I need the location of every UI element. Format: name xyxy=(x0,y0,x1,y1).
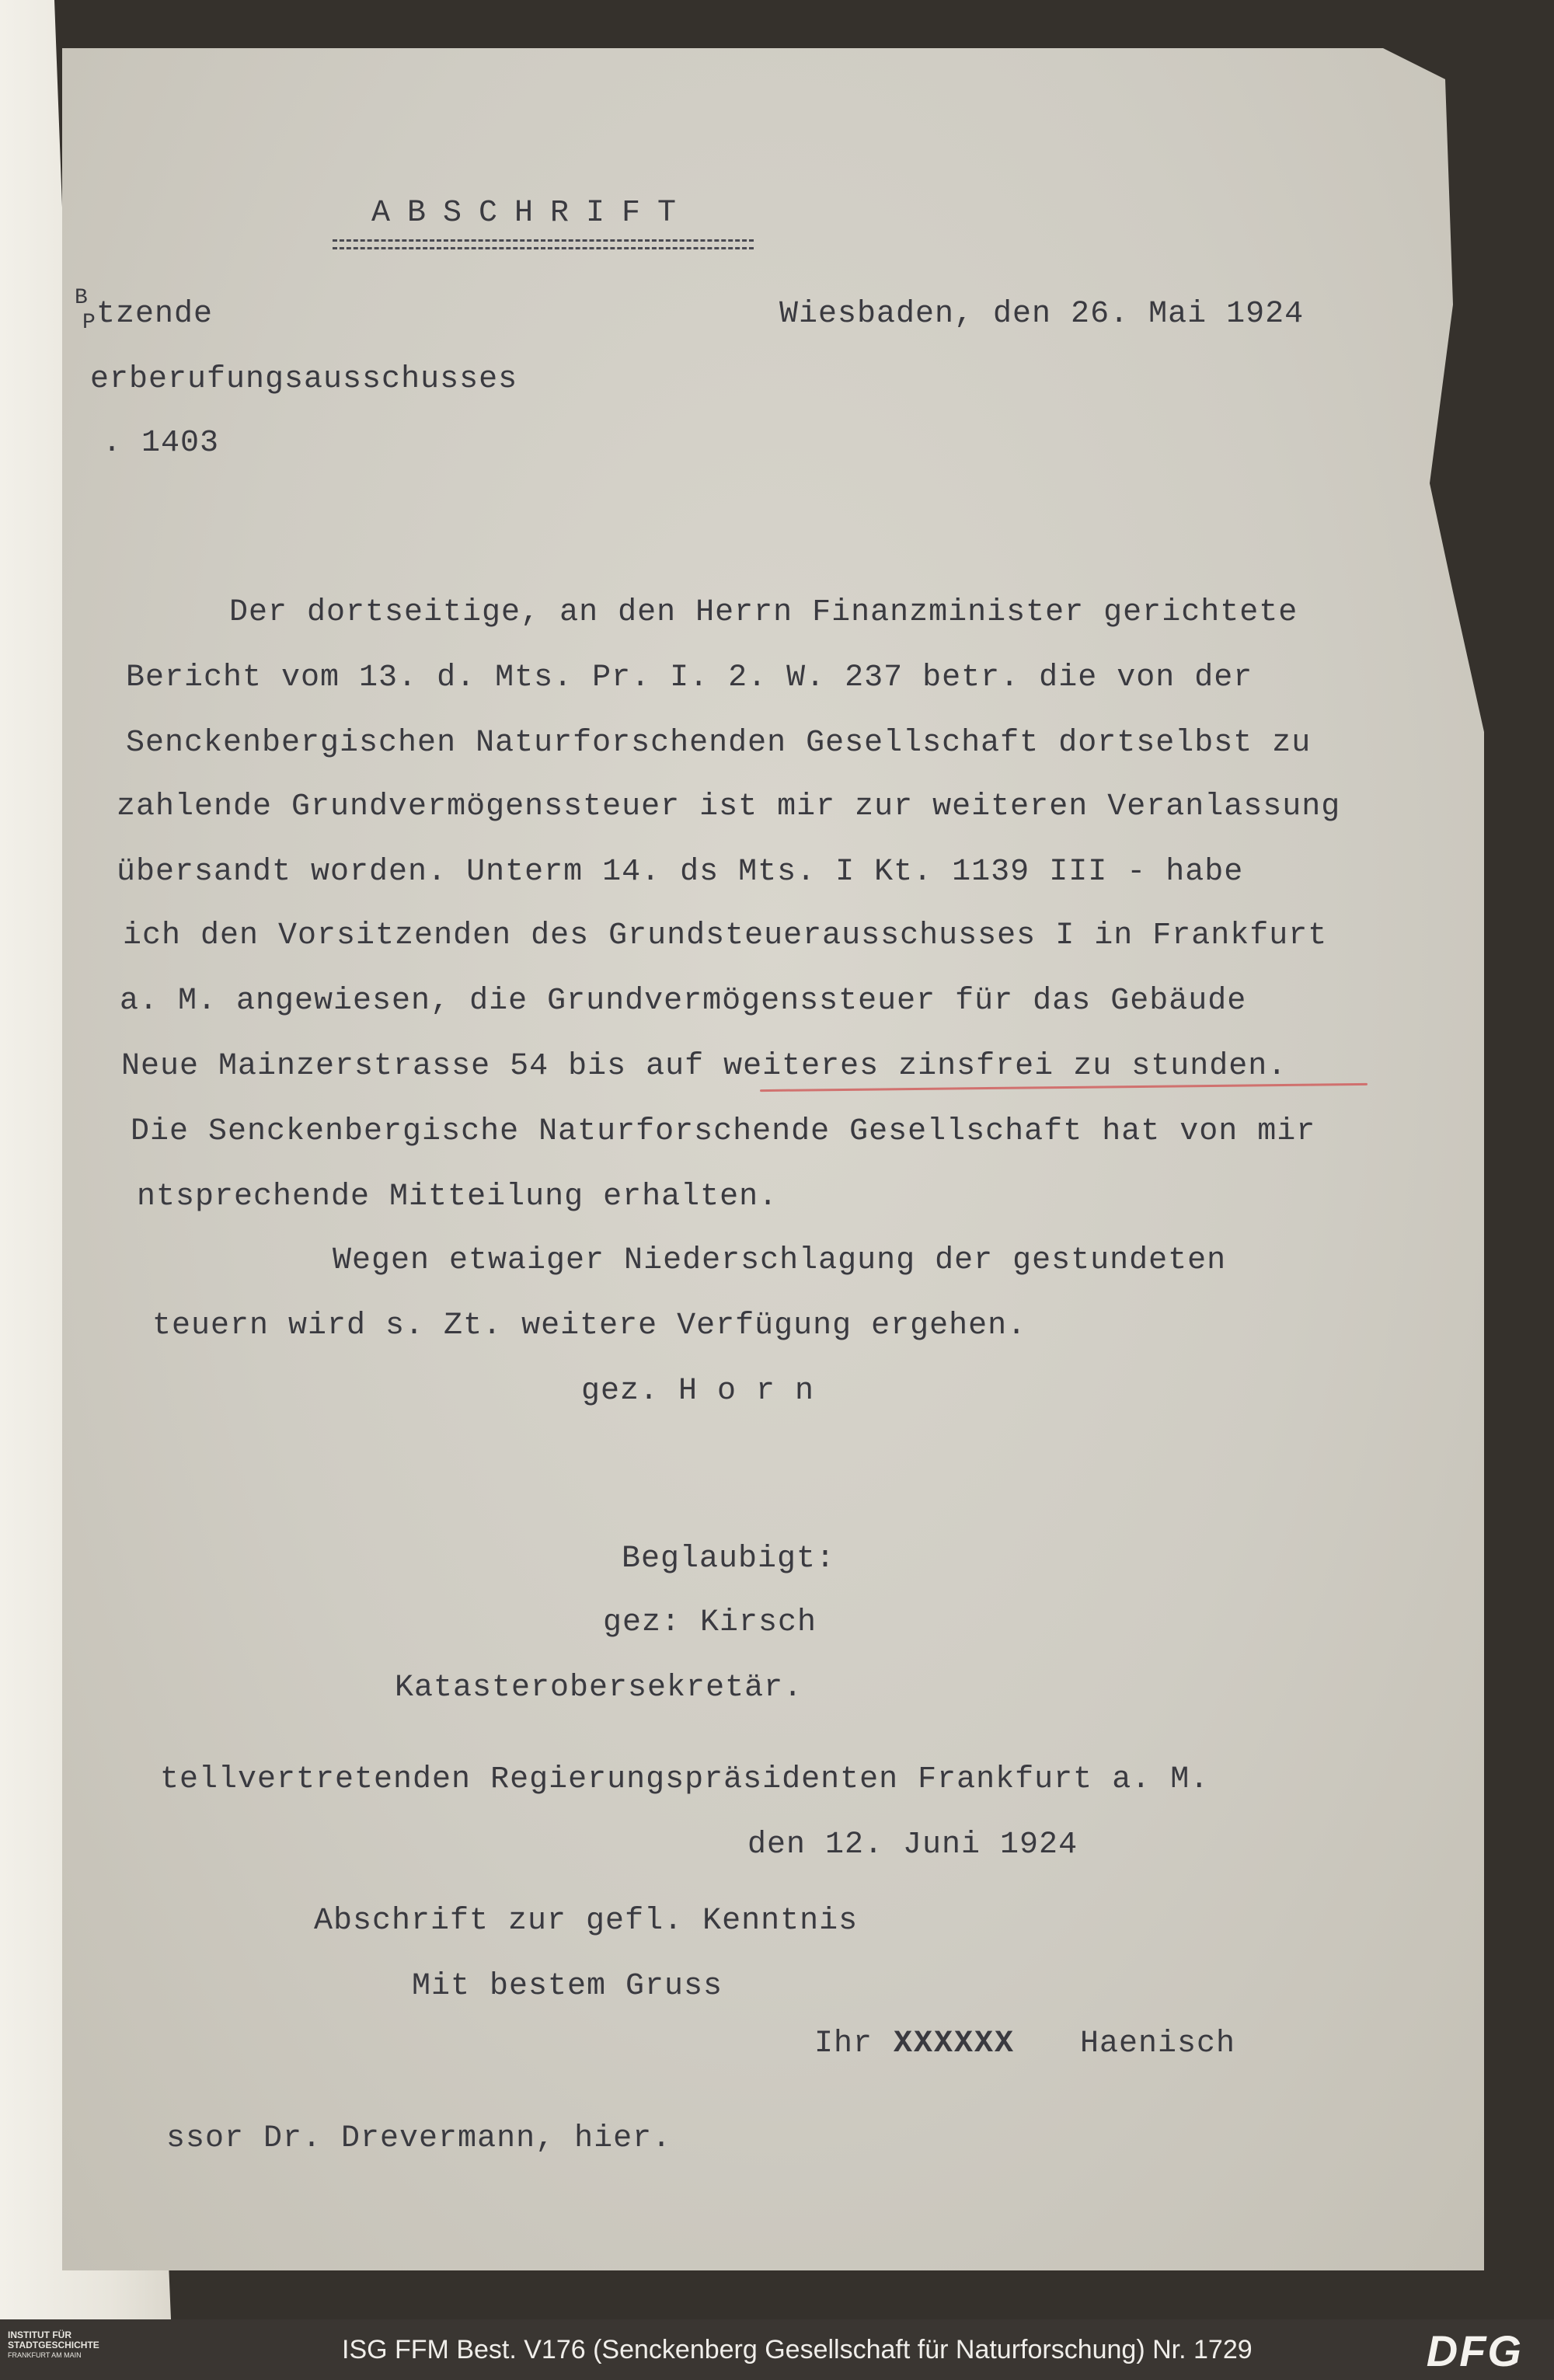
sender-line-3: . 1403 xyxy=(103,426,220,461)
greeting: Mit bestem Gruss xyxy=(412,1969,723,2004)
institute-logo xyxy=(8,2330,99,2361)
second-date: den 12. Juni 1924 xyxy=(747,1828,1078,1863)
body-line-12: teuern wird s. Zt. weitere Verfügung ergehen. xyxy=(152,1308,1027,1343)
closing-prefix: Ihr xyxy=(814,2026,873,2061)
sender-line-1: tzende xyxy=(96,297,214,332)
institute-line-1: INSTITUT FÜR xyxy=(8,2329,71,2340)
closing-struck-text: XXXXXX xyxy=(894,2026,1016,2061)
margin-fragment-2: P xyxy=(82,311,96,335)
certified-label: Beglaubigt: xyxy=(622,1542,836,1577)
archive-footer-bar xyxy=(0,2319,1554,2380)
place-date: Wiesbaden, den 26. Mai 1924 xyxy=(779,297,1305,332)
body-line-7: a. M. angewiesen, die Grundvermögenssteuer für das Gebäude xyxy=(120,984,1247,1019)
certified-title: Katasterobersekretär. xyxy=(395,1671,803,1706)
addressee: ssor Dr. Drevermann, hier. xyxy=(166,2121,672,2156)
archive-caption: ISG FFM Best. V176 (Senckenberg Gesellschaft für Naturforschung) Nr. 1729 xyxy=(342,2335,1253,2364)
body-line-5: übersandt worden. Unterm 14. ds Mts. I Kt. 1139 III - habe xyxy=(117,855,1244,890)
closing-name: Haenisch xyxy=(1080,2026,1236,2061)
body-line-1: Der dortseitige, an den Herrn Finanzminister gerichtete xyxy=(229,595,1298,630)
body-line-6: ich den Vorsitzenden des Grundsteuerausschusses I in Frankfurt xyxy=(123,918,1328,953)
body-line-11: Wegen etwaiger Niederschlagung der gestundeten xyxy=(333,1243,1227,1278)
institute-line-3: FRANKFURT AM MAIN xyxy=(8,2351,82,2359)
second-sender: tellvertretenden Regierungspräsidenten Frankfurt a. M. xyxy=(160,1762,1210,1797)
body-line-8: Neue Mainzerstrasse 54 bis auf weiteres zinsfrei zu stunden. xyxy=(121,1049,1287,1084)
signature-horn: gez. H o r n xyxy=(581,1374,815,1409)
dfg-logo: DFG xyxy=(1426,2326,1523,2375)
body-line-4: zahlende Grundvermögenssteuer ist mir zur weiteren Veranlassung xyxy=(117,789,1341,824)
institute-line-2: STADTGESCHICHTE xyxy=(8,2340,99,2350)
document-header: ABSCHRIFT xyxy=(371,196,694,231)
certified-signature: gez: Kirsch xyxy=(603,1605,817,1640)
copy-note: Abschrift zur gefl. Kenntnis xyxy=(314,1904,859,1939)
sender-line-2: erberufungsausschusses xyxy=(90,362,518,397)
body-line-9: Die Senckenbergische Naturforschende Gesellschaft hat von mir xyxy=(131,1114,1316,1149)
header-rule xyxy=(333,239,754,249)
body-line-3: Senckenbergischen Naturforschenden Gesellschaft dortselbst zu xyxy=(126,726,1312,761)
margin-fragment-1: B xyxy=(75,286,89,310)
body-line-10: ntsprechende Mitteilung erhalten. xyxy=(137,1180,779,1214)
body-line-2: Bericht vom 13. d. Mts. Pr. I. 2. W. 237 betr. die von der xyxy=(126,660,1253,695)
